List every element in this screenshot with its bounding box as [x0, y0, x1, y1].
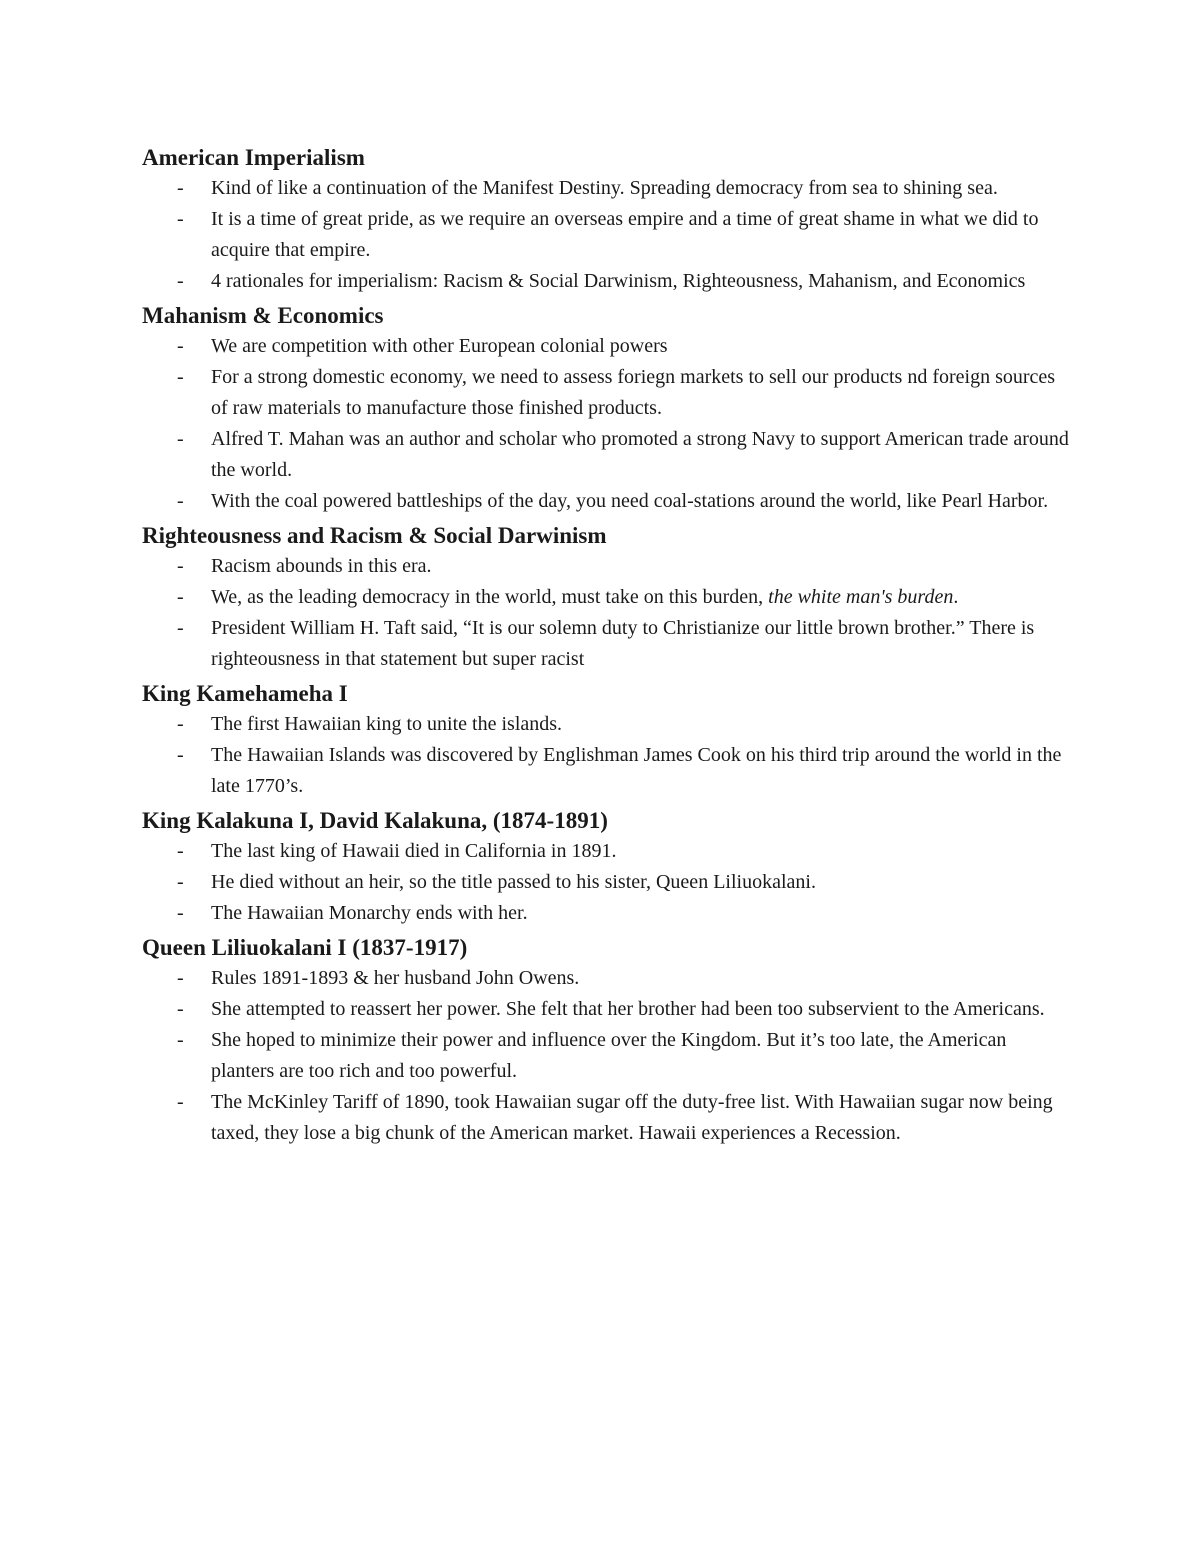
bullet-item: - Rules 1891-1893 & her husband John Owens. — [142, 963, 1072, 994]
bullet-item: - With the coal powered battleships of the day, you need coal-stations around the world, like Pearl Harbor. — [142, 486, 1072, 517]
bullet-item: - He died without an heir, so the title passed to his sister, Queen Liliuokalani. — [142, 867, 1072, 898]
bullet-item: - Racism abounds in this era. — [142, 551, 1072, 582]
section-heading: Righteousness and Racism & Social Darwinism — [142, 523, 607, 548]
section-heading: King Kamehameha I — [142, 681, 348, 706]
bullet-item: - She attempted to reassert her power. She felt that her brother had been too subservient to the Americans. — [142, 994, 1072, 1025]
bullet-item: - She hoped to minimize their power and influence over the Kingdom. But it’s too late, the American planters are too rich and too powerful. — [142, 1025, 1072, 1087]
bullet-item: - The last king of Hawaii died in California in 1891. — [142, 836, 1072, 867]
bullet-list — [142, 963, 1072, 1149]
bullet-list — [142, 836, 1072, 929]
bullet-item: - President William H. Taft said, “It is our solemn duty to Christianize our little brown brother.” There is righteousness in that statement but super racist — [142, 613, 1072, 675]
bullet-list — [142, 331, 1072, 517]
bullet-item: - For a strong domestic economy, we need to assess foriegn markets to sell our products nd foreign sources of raw materials to manufacture those finished products. — [142, 362, 1072, 424]
bullet-item: - Alfred T. Mahan was an author and scholar who promoted a strong Navy to support American trade around the world. — [142, 424, 1072, 486]
bullet-item: - The first Hawaiian king to unite the islands. — [142, 709, 1072, 740]
section-heading: King Kalakuna I, David Kalakuna, (1874-1891) — [142, 808, 608, 833]
section-heading: Queen Liliuokalani I (1837-1917) — [142, 935, 468, 960]
bullet-emphasis: the white man's burden — [768, 586, 954, 608]
bullet-item: - We are competition with other European colonial powers — [142, 331, 1072, 362]
bullet-list — [142, 709, 1072, 802]
bullet-text-end: . — [953, 586, 959, 608]
bullet-list — [142, 551, 1072, 675]
bullet-list — [142, 173, 1072, 297]
bullet-item — [142, 582, 1072, 613]
bullet-item: - It is a time of great pride, as we require an overseas empire and a time of great shame in what we did to acquire that empire. — [142, 204, 1072, 266]
bullet-text: We, as the leading democracy in the world, must take on this burden, — [211, 586, 769, 608]
document-body — [142, 140, 1072, 1150]
section-heading: American Imperialism — [142, 145, 365, 170]
bullet-item: - The Hawaiian Monarchy ends with her. — [142, 898, 1072, 929]
bullet-item: - Kind of like a continuation of the Manifest Destiny. Spreading democracy from sea to shining sea. — [142, 173, 1072, 204]
bullet-item: - The Hawaiian Islands was discovered by Englishman James Cook on his third trip around the world in the late 1770’s. — [142, 740, 1072, 802]
bullet-item: - 4 rationales for imperialism: Racism & Social Darwinism, Righteousness, Mahanism, and Economics — [142, 266, 1072, 297]
section-heading: Mahanism & Economics — [142, 303, 384, 328]
bullet-item: - The McKinley Tariff of 1890, took Hawaiian sugar off the duty-free list. With Hawaiian sugar now being taxed, they lose a big chunk of the American market. Hawaii experiences a Recession. — [142, 1087, 1072, 1149]
